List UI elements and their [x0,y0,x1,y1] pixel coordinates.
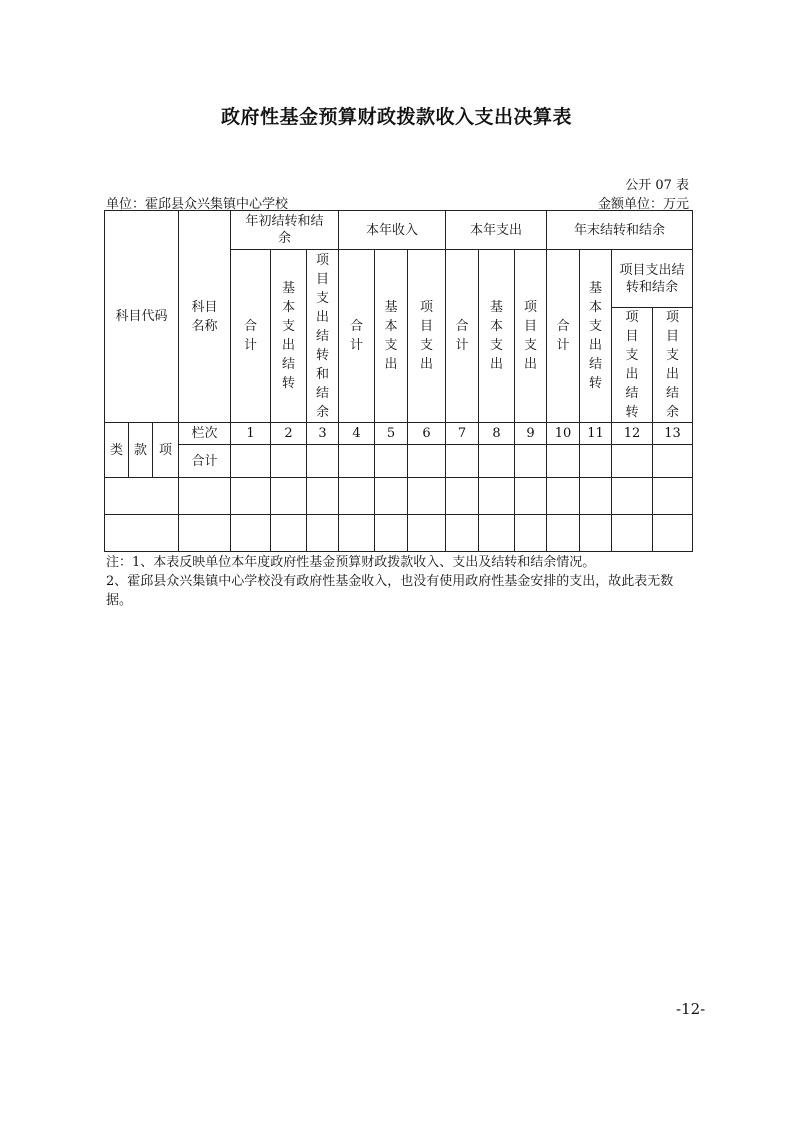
end-project-surplus: 项目支出结余 [653,308,693,423]
budget-table [104,210,693,552]
money-unit: 金额单位：万元 [597,197,689,212]
code-section: 款 [129,423,153,478]
col-num: 6 [408,423,446,445]
table-cell [515,445,547,478]
table-cell [271,478,307,515]
begin-project-carry-surplus: 项目支出结转和结余 [307,250,339,423]
page-title: 政府性基金预算财政拨款收入支出决算表 [220,106,572,128]
col-num: 11 [580,423,612,445]
col-num: 2 [271,423,307,445]
notes [106,553,696,610]
table-cell [446,478,479,515]
table-cell [547,445,580,478]
page-number: -12- [676,1000,706,1018]
table-cell [612,515,653,552]
column-label: 栏次 [179,423,231,445]
table-cell [446,445,479,478]
col-num: 1 [231,423,271,445]
note-1: 注：1、本表反映单位本年度政府性基金预算财政拨款收入、支出及结转和结余情况。 [106,555,596,570]
table-cell [375,515,408,552]
table-cell [515,478,547,515]
table-cell [580,445,612,478]
expense-total: 合计 [446,250,479,423]
col-num: 3 [307,423,339,445]
table-cell [547,515,580,552]
table-row [105,478,693,515]
table-cell [479,445,515,478]
subject-code-header: 科目代码 [105,211,179,423]
code-class: 类 [105,423,129,478]
end-basic-carry: 基本支出结转 [580,250,612,423]
table-cell [231,445,271,478]
col-num: 5 [375,423,408,445]
col-num: 12 [612,423,653,445]
table-cell [271,515,307,552]
expense-basic: 基本支出 [479,250,515,423]
subject-name-header: 科目名称 [179,211,231,423]
table-cell [653,445,693,478]
col-num: 9 [515,423,547,445]
table-cell [408,478,446,515]
form-number: 公开 07 表 [625,178,689,193]
table-cell [375,478,408,515]
col-num: 10 [547,423,580,445]
table-cell [580,478,612,515]
group-end-carryover: 年末结转和结余 [547,211,693,250]
col-num: 7 [446,423,479,445]
table-cell [179,478,231,515]
income-total: 合计 [339,250,375,423]
table-cell [339,478,375,515]
table-cell [179,515,231,552]
table-cell [307,478,339,515]
end-project-carry: 项目支出结转 [612,308,653,423]
table-cell [271,445,307,478]
begin-basic-carry: 基本支出结转 [271,250,307,423]
income-basic: 基本支出 [375,250,408,423]
code-item: 项 [153,423,179,478]
begin-total: 合计 [231,250,271,423]
end-project-carry-surplus: 项目支出结转和结余 [612,250,693,308]
total-row-label: 合计 [179,445,231,478]
table-cell [307,515,339,552]
table-row [105,515,693,552]
group-begin-carryover: 年初结转和结余 [231,211,339,250]
table-cell [653,515,693,552]
table-cell [339,515,375,552]
expense-project: 项目支出 [515,250,547,423]
table-cell [446,515,479,552]
table-cell [231,478,271,515]
table-cell [580,515,612,552]
table-cell [515,515,547,552]
table-cell [653,478,693,515]
table-cell [479,478,515,515]
col-num: 13 [653,423,693,445]
table-cell [612,478,653,515]
table-cell [105,515,179,552]
table-cell [612,445,653,478]
table-cell [408,515,446,552]
col-num: 4 [339,423,375,445]
table-cell [547,478,580,515]
end-total: 合计 [547,250,580,423]
table-cell [307,445,339,478]
table-cell [105,478,179,515]
group-current-income: 本年收入 [339,211,446,250]
group-current-expense: 本年支出 [446,211,547,250]
table-cell [479,515,515,552]
table-cell [408,445,446,478]
table-cell [339,445,375,478]
col-num: 8 [479,423,515,445]
note-2: 2、霍邱县众兴集镇中心学校没有政府性基金收入，也没有使用政府性基金安排的支出，故此表无数据。 [106,574,674,608]
income-project: 项目支出 [408,250,446,423]
table-cell [231,515,271,552]
reporting-unit: 单位：霍邱县众兴集镇中心学校 [106,197,289,212]
table-cell [375,445,408,478]
